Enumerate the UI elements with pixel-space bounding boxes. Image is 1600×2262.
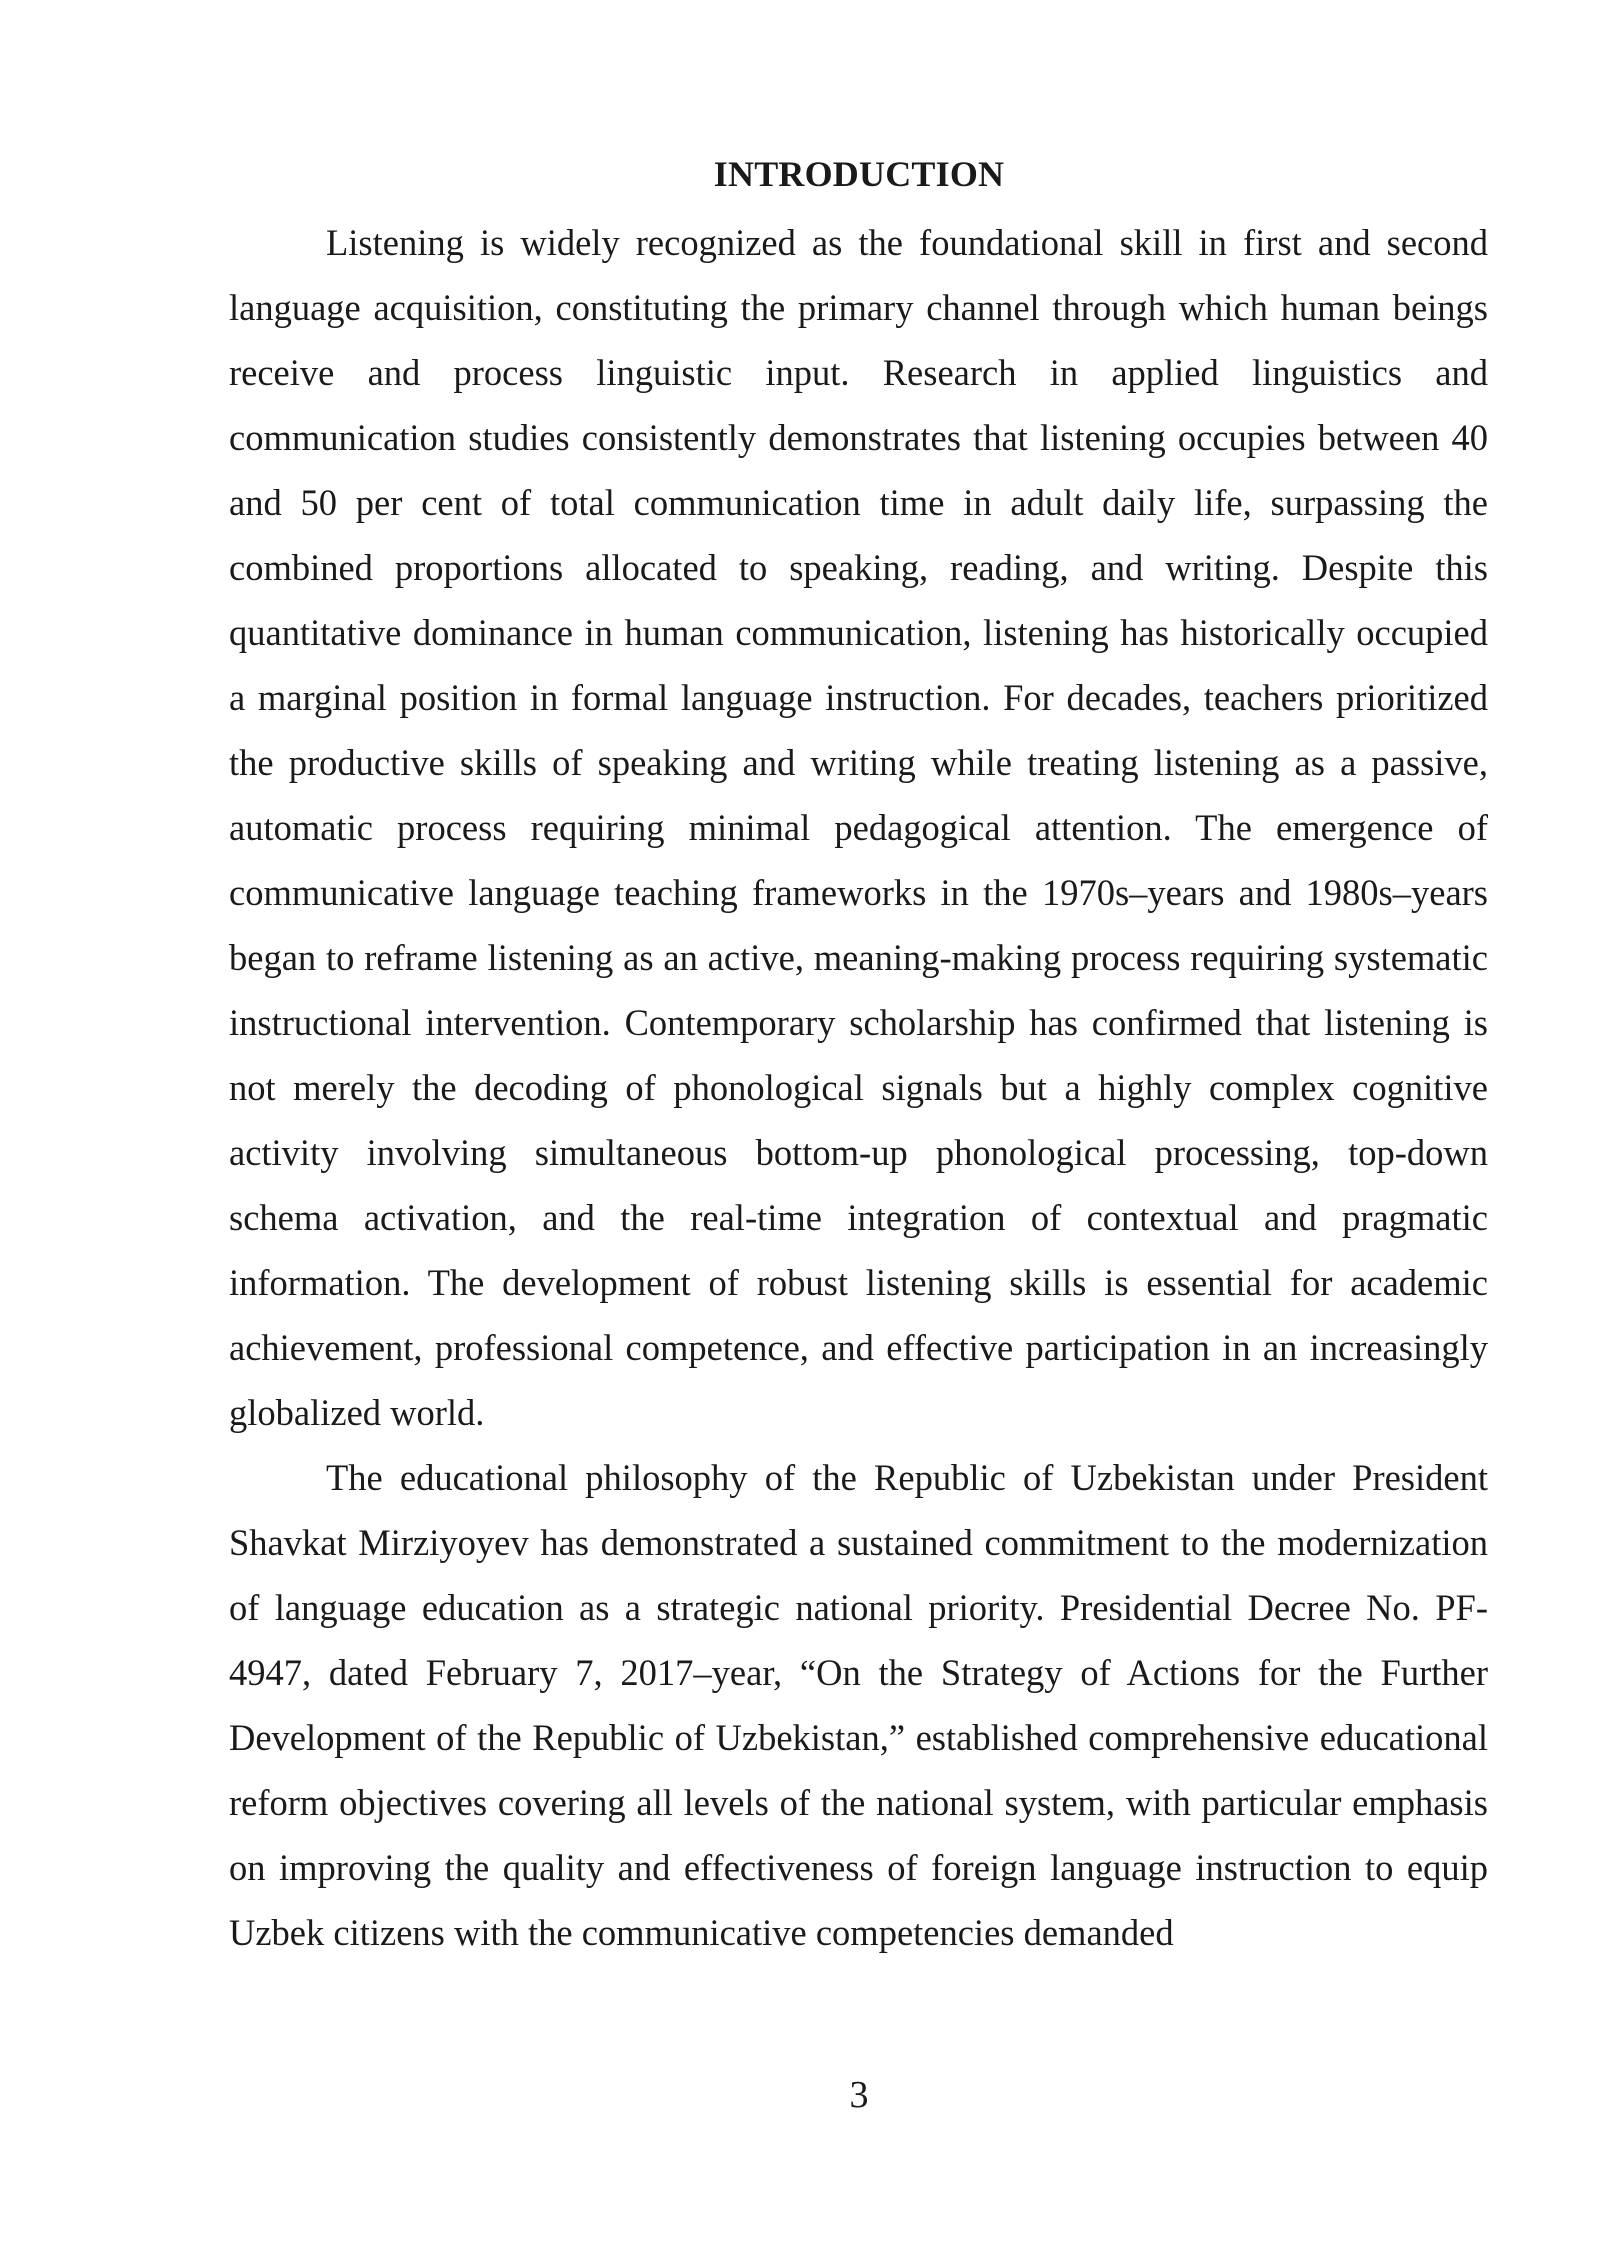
body-text — [229, 210, 1488, 1965]
paragraph-listening-foundation: Listening is widely recognized as the foundational skill in first and second language acquisition, constituting the primary channel through which human beings receive and process linguistic input. Research in applied linguistics and communication studies consistently demonstrates that listening occupies between 40 and 50 per cent of total communication time in adult daily life, surpassing the combined proportions allocated to speaking, reading, and writing. Despite this quantitative dominance in human communication, listening has historically occupied a marginal position in formal language instruction. For decades, teachers prioritized the productive skills of speaking and writing while treating listening as a passive, automatic process requiring minimal pedagogical attention. The emergence of communicative language teaching frameworks in the 1970s–years and 1980s–years began to reframe listening as an active, meaning-making process requiring systematic instructional intervention. Contemporary scholarship has confirmed that listening is not merely the decoding of phonological signals but a highly complex cognitive activity involving simultaneous bottom-up phonological processing, top-down schema activation, and the real-time integration of contextual and pragmatic information. The development of robust listening skills is essential for academic achievement, professional competence, and effective participation in an increasingly globalized world. — [229, 222, 1488, 1433]
page-number: 3 — [849, 2074, 869, 2116]
paragraph-uzbekistan-reform: The educational philosophy of the Republic of Uzbekistan under President Shavkat Mirziyoyev has demonstrated a sustained commitment to the modernization of language education as a strategic national priority. Presidential Decree No. PF-4947, dated February 7, 2017–year, “On the Strategy of Actions for the Further Development of the Republic of Uzbekistan,” established comprehensive educational reform objectives covering all levels of the national system, with particular emphasis on improving the quality and effectiveness of foreign language instruction to equip Uzbek citizens with the communicative competencies demanded — [229, 1457, 1488, 1953]
section-heading: INTRODUCTION — [713, 154, 1005, 194]
